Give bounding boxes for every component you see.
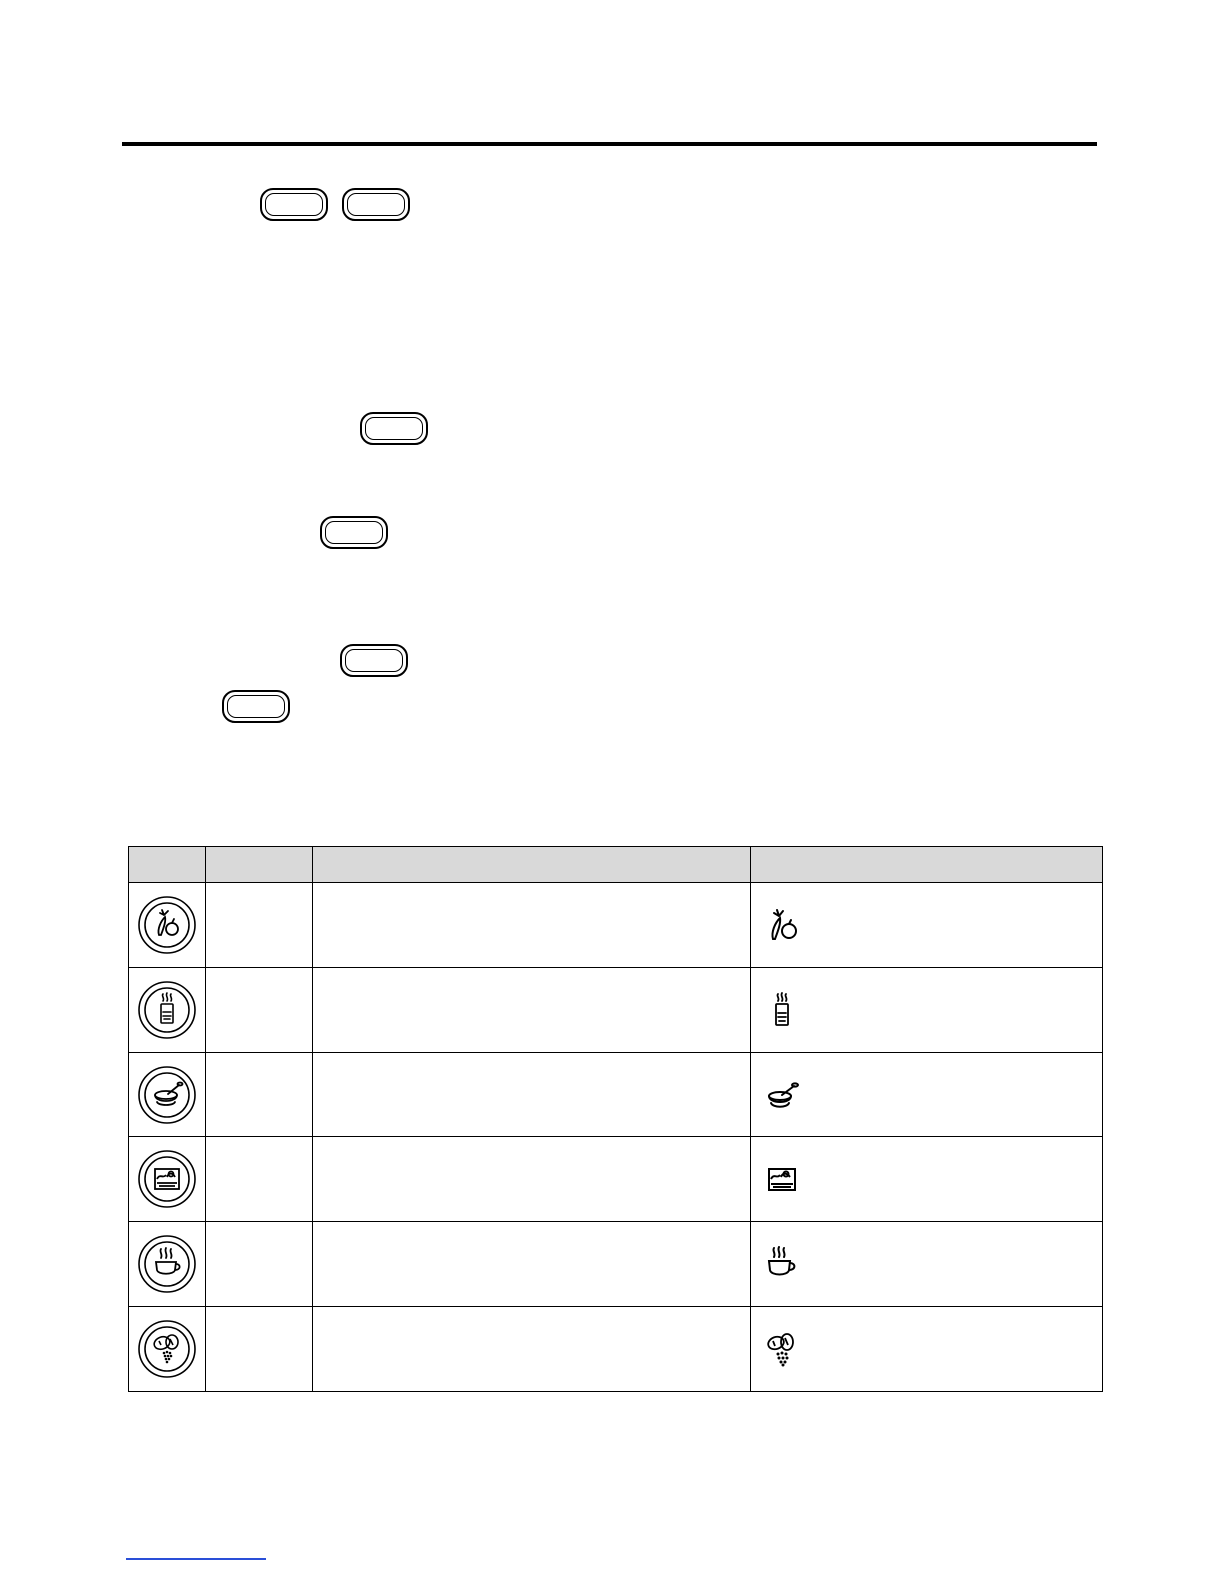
- soup-bowl-display-icon: [765, 1077, 801, 1113]
- row-name: [206, 1222, 313, 1307]
- row-description: [313, 1222, 751, 1307]
- row-name: [206, 967, 313, 1052]
- row-name: [206, 1137, 313, 1222]
- cook-menu-table: [128, 846, 1103, 1392]
- frozen-dinner-display-icon: [765, 1161, 801, 1197]
- vegetables-display-icon: [765, 907, 801, 943]
- table-row: [129, 1052, 1103, 1137]
- hot-cup-icon[interactable]: [137, 1234, 197, 1294]
- table-row: [129, 967, 1103, 1052]
- table-row: [129, 883, 1103, 968]
- row-description: [313, 1307, 751, 1392]
- control-key-2[interactable]: [342, 188, 410, 221]
- row-name: [206, 1052, 313, 1137]
- potato-rice-display-icon: [765, 1331, 801, 1367]
- row-name: [206, 883, 313, 968]
- hot-cup-display-icon: [765, 1246, 801, 1282]
- row-description: [313, 883, 751, 968]
- beverage-display-icon: [765, 992, 801, 1028]
- control-key-4[interactable]: [320, 516, 388, 549]
- row-name: [206, 1307, 313, 1392]
- header-name-column: [206, 847, 313, 883]
- control-key-3[interactable]: [360, 412, 428, 445]
- beverage-icon[interactable]: [137, 980, 197, 1040]
- table-row: [129, 1137, 1103, 1222]
- control-key-1[interactable]: [260, 188, 328, 221]
- header-display-column: [751, 847, 1103, 883]
- control-key-6[interactable]: [222, 690, 290, 723]
- table-row: [129, 1222, 1103, 1307]
- header-description-column: [313, 847, 751, 883]
- table-header-row: [129, 847, 1103, 883]
- soup-bowl-icon[interactable]: [137, 1065, 197, 1125]
- row-description: [313, 1137, 751, 1222]
- row-description: [313, 1052, 751, 1137]
- potato-rice-icon[interactable]: [137, 1319, 197, 1379]
- footnote-separator: [126, 1558, 266, 1560]
- vegetables-icon[interactable]: [137, 895, 197, 955]
- header-icon-column: [129, 847, 206, 883]
- row-description: [313, 967, 751, 1052]
- frozen-dinner-icon[interactable]: [137, 1149, 197, 1209]
- control-key-5[interactable]: [340, 644, 408, 677]
- table-row: [129, 1307, 1103, 1392]
- header-rule: [122, 142, 1097, 146]
